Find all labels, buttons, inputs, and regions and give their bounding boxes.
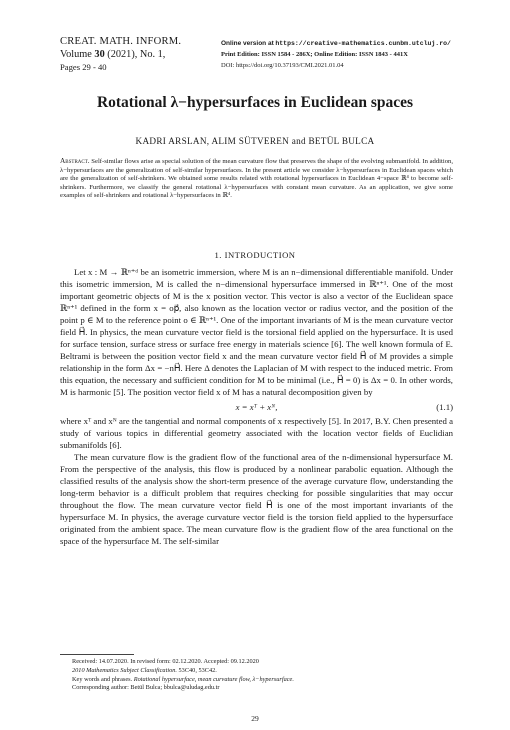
keywords-label: Key words and phrases. xyxy=(72,675,133,683)
equation-1-1 xyxy=(60,401,453,413)
abstract xyxy=(60,157,453,201)
abstract-text: Self-similar flows arise as special solution of the mean curvature flow that preserves the shape of the evolving submanifold. In addition, λ−hypersurfaces are the generalization of self-similar hypersurfaces. In the present article we consider λ−hypersurfaces in Euclidean spaces which are the generalization of self-shrinkers. We obtained some results related with rotational hypersurfaces in Euclidean 4−space ℝ⁴ to become self-shrinkers. Furthermore, we classify the general rotational λ−hypersurfaces with constant mean curvature. As an application, we give some examples of self-shrinkers and rotational λ−hypersurfaces in ℝ⁴. xyxy=(60,158,453,200)
print-edition: Print Edition: ISSN 1584 - 286X; Online Edition: ISSN 1843 - 441X xyxy=(221,51,408,59)
online-url[interactable]: https://creative-mathematics.cunbm.utcluj.ro/ xyxy=(275,40,451,47)
paragraph-intro: Let x : M → ℝⁿ⁺ᵈ be an isometric immersion, where M is an n−dimensional differentiable manifold. Under this isometric immersion, M is called the n−dimensional hypersurface immersed in ℝⁿ⁺¹. One of the most important geometric objects of M is the x position vector. This vector is also a vector of the Euclidean space ℝⁿ⁺¹ defined in the form x = op⃗, also known as the location vector or radius vector, and the position of the point p ∈ M to the reference point o ∈ ℝⁿ⁺¹. One of the important invariants of M is the mean curvature vector field H⃗. In physics, the mean curvature vector field is the torsional field applied on the hypersurface. It is used for surface tension, surface stress or surface free energy in materials science [6]. The well known formula of E. Beltrami is between the position vector field x and the mean curvature vector field H⃗ of M provides a simple relationship in the form Δx = −nH⃗. Here Δ denotes the Laplacian of M with respect to the induced metric. From this equation, the necessary and sufficient condition for M to be minimal (i.e., H⃗ = 0) is Δx = 0. In other words, M is harmonic [5]. The position vector field x of M has a natural decomposition given by xyxy=(60,267,453,398)
keywords-line xyxy=(60,676,294,685)
volume-line xyxy=(60,49,181,62)
footnote-rule xyxy=(60,654,134,655)
msc-value: 53C40, 53C42. xyxy=(178,666,217,674)
volume-number: 30 xyxy=(94,48,105,60)
equation-expression: x = xᵀ + xᴺ, xyxy=(235,401,278,412)
journal-name: CREAT. MATH. INFORM. xyxy=(60,36,182,47)
volume-prefix: Volume xyxy=(60,48,95,60)
online-info xyxy=(221,38,451,72)
msc-label: 2010 Mathematics Subject Classification. xyxy=(72,666,177,674)
msc-line xyxy=(60,667,294,676)
journal-info xyxy=(60,36,181,74)
section-heading: 1. INTRODUCTION xyxy=(214,250,296,260)
page-number: 29 xyxy=(251,714,259,723)
pages-range: Pages 29 - 40 xyxy=(60,62,107,73)
online-label: Online version at xyxy=(221,40,274,47)
online-line xyxy=(221,38,451,49)
doi-line[interactable]: DOI: https://doi.org/10.37193/CMI.2021.01.04 xyxy=(221,62,344,70)
paragraph-mcf: The mean curvature flow is the gradient flow of the functional area of the n-dimensional hypersurface M. From the perspective of the analysis, this flow is produced by a nonlinear parabolic equation. Although the classified results of the analysis show the short-term presence of the average curvature flow, understanding the long-term behavior is a difficult problem that requires checking for possible singularities that may occur throughout the flow. The mean curvature vector field H⃗ is one of the most important invariants of the hypersurface M. In physics, the average curvature vector field is the torsion field applied to the hypersurface originated from the ambient space. The mean curvature flow is the gradient flow of the area functional on the space of the hypersurface M. The self-similar xyxy=(60,451,453,547)
received-dates: Received: 14.07.2020. In revised form: 02.12.2020. Accepted: 09.12.2020 xyxy=(72,658,259,665)
author-list: KADRI ARSLAN, ALIM SÜTVEREN and BETÜL BULCA xyxy=(135,136,375,146)
body-text xyxy=(60,266,453,547)
abstract-label: Abstract. xyxy=(60,156,90,165)
equation-number: (1.1) xyxy=(436,401,453,412)
keywords-value: Rotational hypersurface, mean curvature flow, λ−hypersurface. xyxy=(133,675,294,683)
paragraph-decomposition: where xᵀ and xᴺ are the tangential and normal components of x respectively [5]. In 2017, B.Y. Chen presented a study of various topics in differential geometry associated with the location vector fields of Euclidian submanifolds [6]. xyxy=(60,415,453,450)
footnotes xyxy=(60,658,294,693)
paper-title: Rotational λ−hypersurfaces in Euclidean spaces xyxy=(96,94,414,111)
corresponding-author: Corresponding author: Betül Bulca; bbulca@uludag.edu.tr xyxy=(72,684,220,692)
volume-suffix: (2021), No. 1, xyxy=(104,48,166,60)
